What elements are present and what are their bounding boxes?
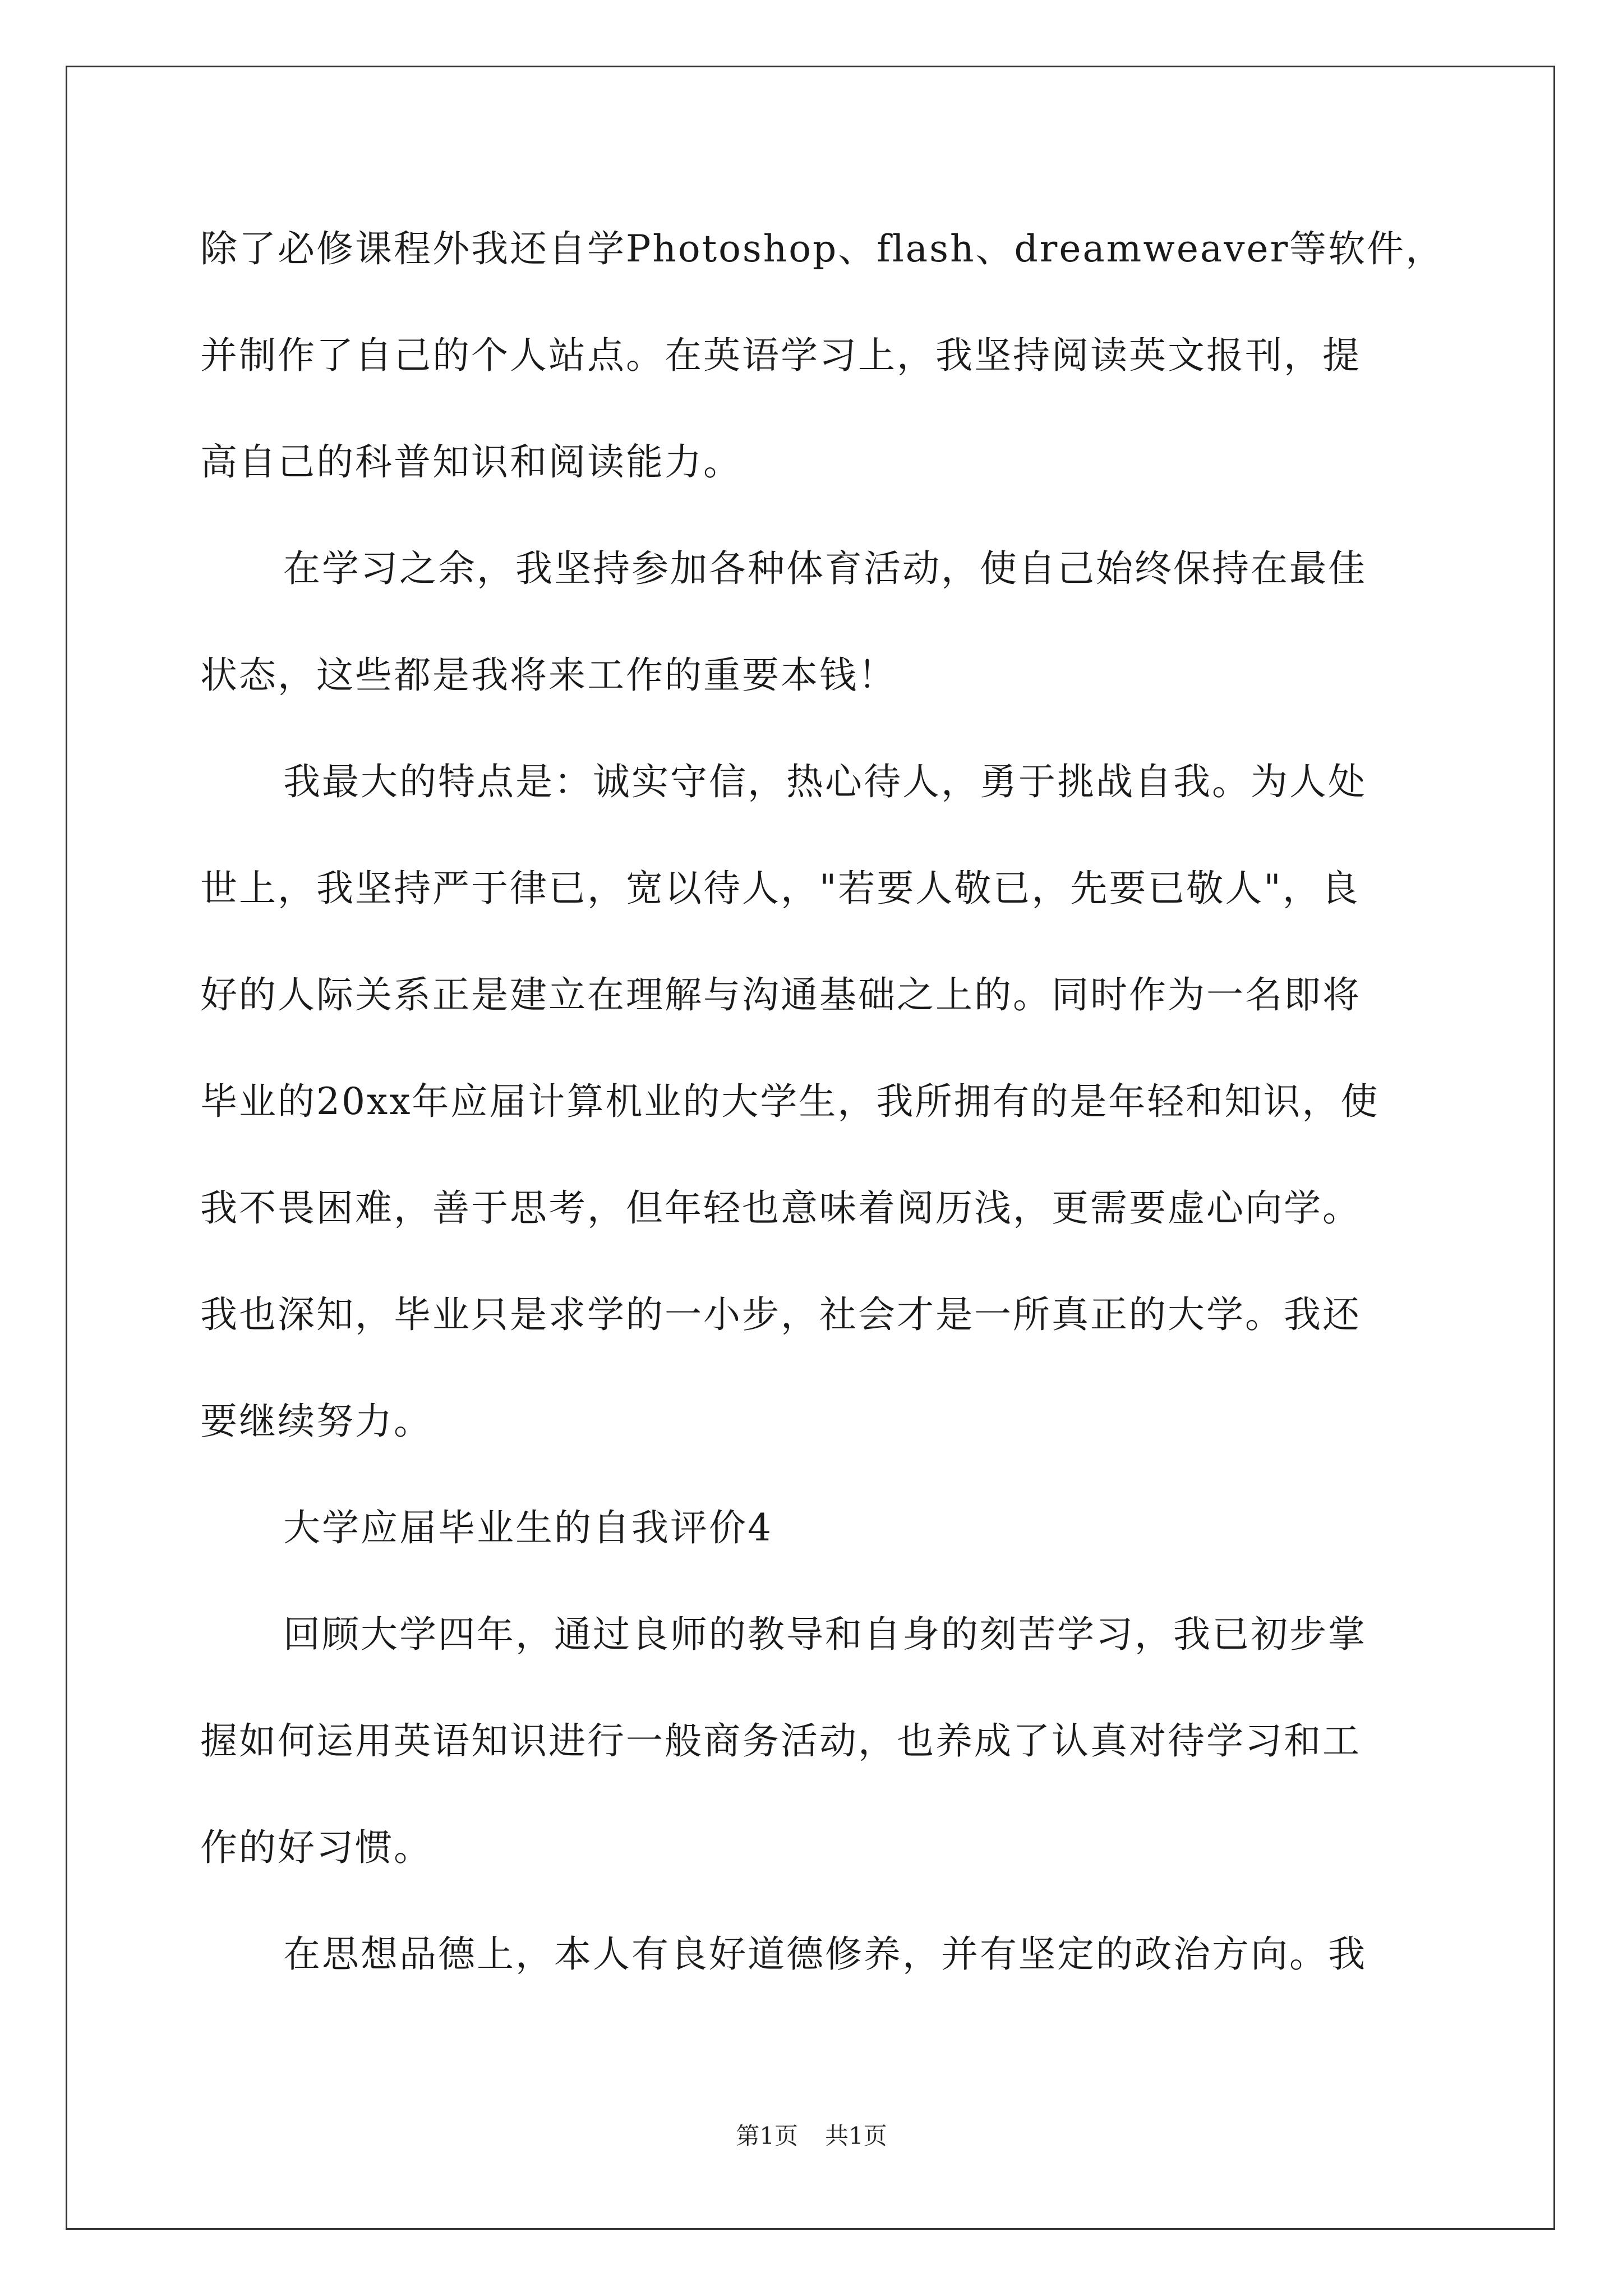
paragraph-start-line: 在思想品德上，本人有良好道德修养，并有坚定的政治方向。我 — [283, 1932, 1367, 1976]
section-heading: 大学应届毕业生的自我评价4 — [283, 1506, 773, 1549]
text-line: 状态，这些都是我将来工作的重要本钱！ — [200, 654, 897, 697]
text-line: 好的人际关系正是建立在理解与沟通基础之上的。同时作为一名即将 — [200, 973, 1361, 1016]
text-line: 作的好习惯。 — [200, 1826, 432, 1869]
text-line: 我也深知，毕业只是求学的一小步，社会才是一所真正的大学。我还 — [200, 1293, 1361, 1336]
text-line: 握如何运用英语知识进行一般商务活动，也养成了认真对待学习和工 — [200, 1719, 1361, 1763]
text-line: 要继续努力。 — [200, 1400, 432, 1443]
document-body — [200, 223, 1445, 2035]
page-footer — [0, 2119, 1623, 2153]
paragraph-start-line: 回顾大学四年，通过良师的教导和自身的刻苦学习，我已初步掌 — [283, 1613, 1367, 1656]
text-line: 高自己的科普知识和阅读能力。 — [200, 440, 742, 484]
text-line: 世上，我坚持严于律已，宽以待人，"若要人敬已，先要已敬人"，良 — [200, 867, 1360, 910]
text-line: 除了必修课程外我还自学Photoshop、flash、dreamweaver等软件， — [200, 227, 1445, 270]
text-line: 并制作了自己的个人站点。在英语学习上，我坚持阅读英文报刊，提 — [200, 334, 1361, 377]
page-number: 第1页 — [736, 2122, 798, 2150]
text-line: 毕业的20xx年应届计算机业的大学生，我所拥有的是年轻和知识，使 — [200, 1080, 1380, 1123]
page-total: 共1页 — [825, 2122, 887, 2150]
paragraph-start-line: 在学习之余，我坚持参加各种体育活动，使自己始终保持在最佳 — [283, 547, 1367, 590]
text-line: 我不畏困难，善于思考，但年轻也意味着阅历浅，更需要虚心向学。 — [200, 1186, 1361, 1230]
paragraph-start-line: 我最大的特点是：诚实守信，热心待人，勇于挑战自我。为人处 — [283, 760, 1367, 803]
